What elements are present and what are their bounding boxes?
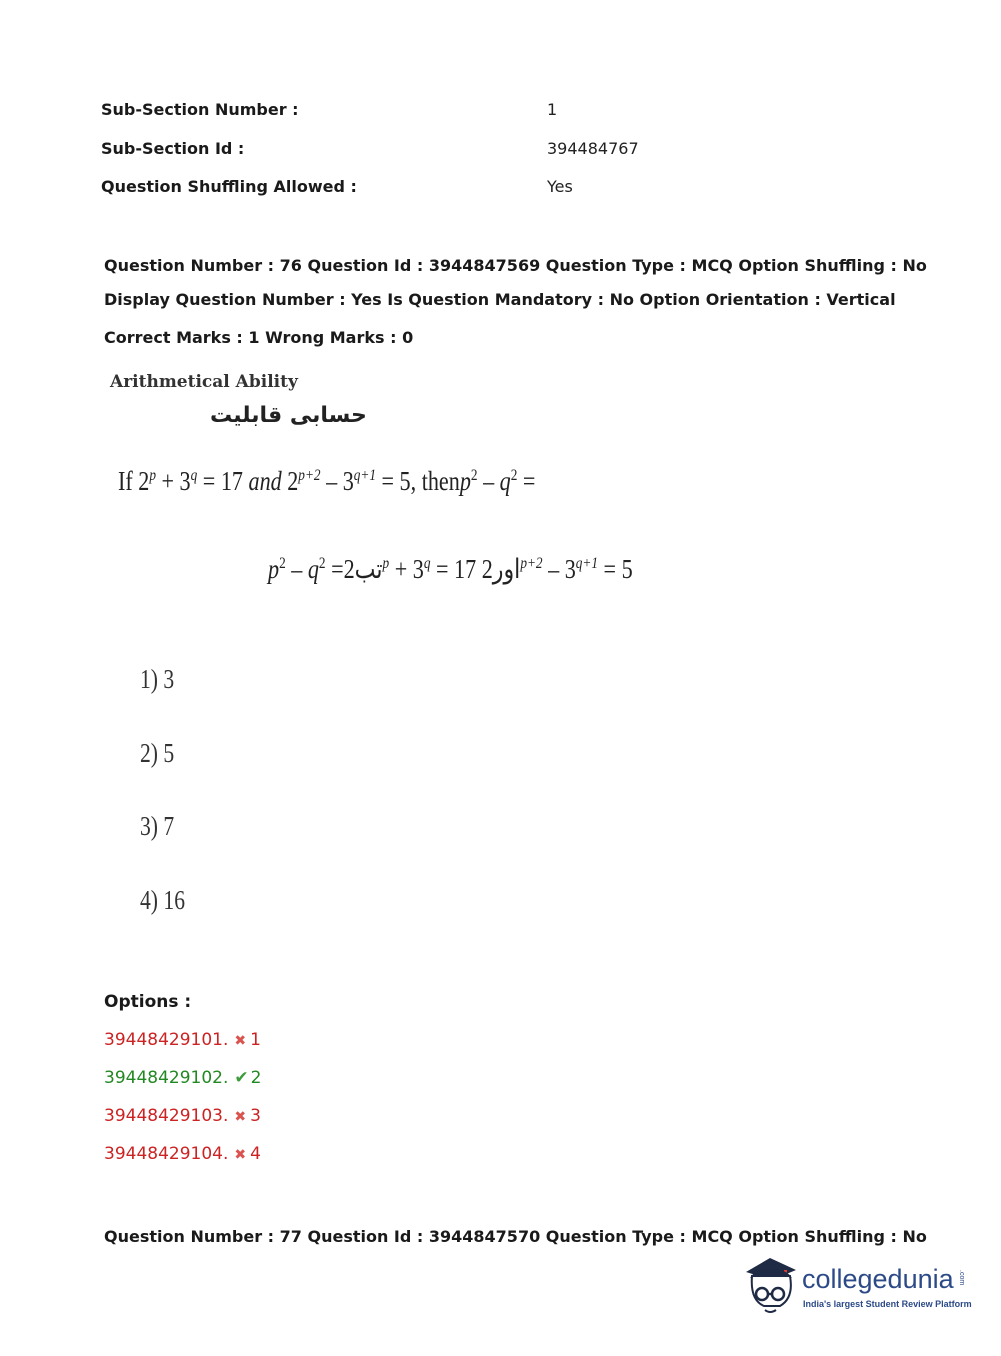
option-row: [104, 1144, 261, 1164]
math-text: = 17 اور: [430, 554, 521, 584]
question-info-line-3: Correct Marks : 1 Wrong Marks : 0: [104, 328, 414, 347]
cross-icon: ✖: [234, 1109, 247, 1125]
math-text: – 3: [542, 554, 576, 584]
choice-2: 2) 5: [140, 738, 175, 768]
math-exponent: q+1: [353, 466, 377, 484]
collegedunia-logo: [740, 1250, 970, 1320]
subsection-number-value: 1: [547, 100, 558, 119]
subsection-number-label: Sub-Section Number :: [101, 100, 299, 119]
option-number: 4: [250, 1144, 261, 1164]
option-row-correct: [104, 1068, 261, 1088]
math-text: and: [248, 466, 282, 496]
math-text: –: [477, 466, 500, 496]
math-text: =: [517, 466, 536, 496]
math-text: –: [285, 554, 308, 584]
subsection-id-label: Sub-Section Id :: [101, 139, 245, 158]
cross-icon: ✖: [234, 1033, 247, 1049]
math-text: p: [459, 466, 471, 496]
option-id: 39448429101.: [104, 1030, 229, 1050]
math-exponent: q: [423, 554, 431, 572]
option-number: 1: [250, 1030, 261, 1050]
option-row: [104, 1030, 261, 1050]
math-exponent: 2: [470, 466, 478, 484]
math-text: 2: [343, 554, 355, 584]
math-text: If 2: [118, 466, 150, 496]
math-text: 2: [281, 466, 299, 496]
math-text: q: [307, 554, 319, 584]
question-statement-urdu: [268, 554, 633, 585]
next-question-info-line: Question Number : 77 Question Id : 3944847570 Question Type : MCQ Option Shuffling : No: [104, 1227, 927, 1246]
option-id: 39448429104.: [104, 1144, 229, 1164]
math-text: 2: [481, 554, 493, 584]
math-exponent: p+2: [298, 466, 321, 484]
mascot-icon: [740, 1250, 802, 1320]
math-exponent: p: [149, 466, 156, 484]
question-shuffling-label: Question Shuffling Allowed :: [101, 177, 357, 196]
choice-4: 4) 16: [140, 885, 185, 915]
subject-english: Arithmetical Ability: [110, 372, 298, 392]
math-text: – 3: [320, 466, 354, 496]
math-exponent: 2: [510, 466, 518, 484]
math-text: = 5: [598, 554, 633, 584]
question-shuffling-value: Yes: [547, 177, 573, 196]
math-exponent: q: [190, 466, 198, 484]
math-text: = 5, then: [376, 466, 460, 496]
math-text: =تب: [325, 554, 383, 584]
math-exponent: 2: [279, 554, 286, 572]
math-text: + 3: [389, 554, 424, 584]
math-exponent: p+2: [520, 554, 543, 572]
option-row: [104, 1106, 261, 1126]
option-number: 3: [250, 1106, 261, 1126]
subject-urdu: حسابی قابلیت: [210, 403, 367, 428]
math-text: p: [268, 554, 280, 584]
question-info-line-2: Display Question Number : Yes Is Question Mandatory : No Option Orientation : Vertical: [104, 290, 896, 309]
option-number: 2: [250, 1068, 262, 1088]
option-id: 39448429102.: [104, 1068, 229, 1088]
math-text: q: [499, 466, 511, 496]
math-text: + 3: [155, 466, 191, 496]
logo-tagline: India's largest Student Review Platform: [803, 1299, 972, 1309]
choice-3: 3) 7: [140, 811, 175, 841]
cross-icon: ✖: [234, 1147, 247, 1163]
options-heading: Options :: [104, 992, 192, 1012]
logo-wordmark: collegedunia: [802, 1264, 954, 1294]
math-exponent: q+1: [575, 554, 599, 572]
math-text: = 17: [197, 466, 249, 496]
choice-1: 1) 3: [140, 664, 175, 694]
question-info-line-1: Question Number : 76 Question Id : 3944847569 Question Type : MCQ Option Shuffling : No: [104, 256, 927, 275]
logo-dotcom: .com: [958, 1270, 965, 1286]
math-exponent: 2: [318, 554, 326, 572]
math-exponent: p: [382, 554, 390, 572]
question-statement-english: [118, 466, 535, 497]
option-id: 39448429103.: [104, 1106, 229, 1126]
subsection-id-value: 394484767: [547, 139, 639, 158]
check-icon: ✔: [234, 1068, 249, 1088]
